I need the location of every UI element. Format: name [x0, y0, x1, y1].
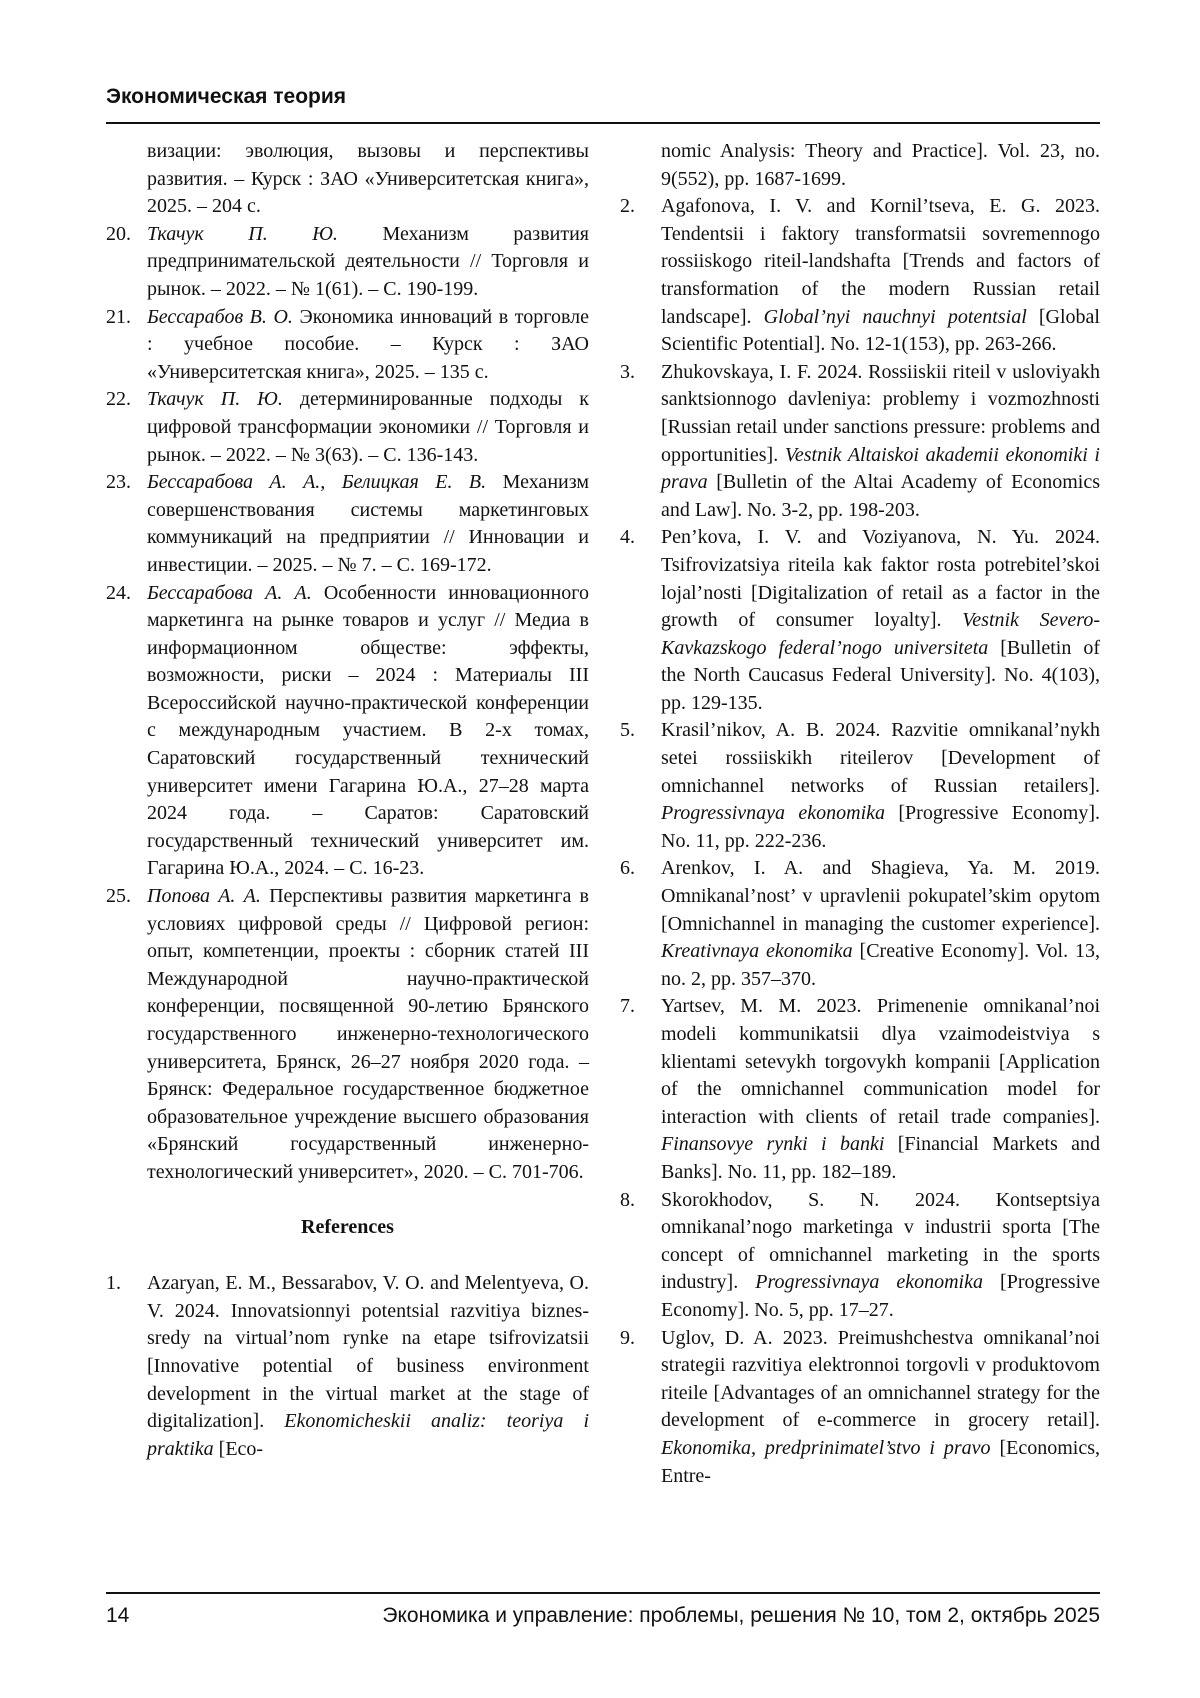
- reference-item: [620, 1325, 1100, 1491]
- reference-item: [620, 524, 1100, 717]
- reference-item: [620, 193, 1100, 359]
- reference-text: Skorokhodov, S. N. 2024. Kontseptsiya omnikanal’nogo marketinga v industrii sporta [The concept of omnichannel marketing in the sports industry].: [661, 1188, 1100, 1294]
- reference-italic-text: Finansovye rynki i banki: [661, 1133, 885, 1156]
- reference-item: [620, 1187, 1100, 1325]
- reference-number: 20.: [106, 222, 131, 245]
- reference-number: 4.: [620, 526, 635, 549]
- reference-text: Механизм развития предпринимательской деятельности // Торговля и рынок. – 2022. – № 1(61). – С. 190-199.: [147, 222, 589, 300]
- reference-number: 24.: [106, 581, 131, 604]
- reference-continuation: [106, 138, 589, 221]
- reference-italic-text: Бессарабов В. О.: [147, 305, 293, 328]
- reference-item: [620, 993, 1100, 1186]
- reference-text: [Bulletin of the Altai Academy of Economics and Law]. No. 3-2, pp. 198-203.: [661, 471, 1100, 521]
- reference-item: [106, 386, 589, 469]
- journal-title: Экономика и управление: проблемы, решения № 10, том 2, октябрь 2025: [382, 1604, 1100, 1627]
- reference-text: Экономика инноваций в торговле : учебное пособие. – Курск : ЗАО «Университетская книга», 2025. – 135 с.: [147, 305, 589, 383]
- reference-continuation: [620, 138, 1100, 193]
- page-header: [106, 82, 1100, 124]
- page-number: 14: [106, 1604, 130, 1627]
- reference-number: 5.: [620, 719, 635, 742]
- reference-item: [620, 855, 1100, 993]
- reference-italic-text: Бессарабова А. А., Белицкая Е. В.: [147, 471, 487, 494]
- reference-text: [Bulletin of the North Caucasus Federal University]. No. 4(103), pp. 129-135.: [661, 636, 1100, 714]
- reference-text: [Creative Economy]. Vol. 13, no. 2, pp. 357–370.: [661, 940, 1100, 990]
- reference-number: 23.: [106, 471, 131, 494]
- reference-text: Перспективы развития маркетинга в условиях цифровой среды // Цифровой регион: опыт, компетенции, проекты : сборник статей III Международной научно-практической конференции, посвященной 90-летию Брянского государственного инженерно-технологического университета, Брянск, 26–27 ноября 2020 года. – Брянск: Федеральное государственное бюджетное образовательное учреждение высшего образования «Брянский государственный инженерно-технологический университет», 2020. – С. 701-706.: [147, 885, 589, 1183]
- reference-italic-text: Ткачук П. Ю.: [147, 388, 283, 411]
- reference-italic-text: Kreativnaya ekonomika: [661, 940, 853, 963]
- reference-text: nomic Analysis: Theory and Practice]. Vol. 23, no. 9(552), pp. 1687-1699.: [661, 140, 1100, 190]
- reference-text: детерминированные подходы к цифровой трансформации экономики // Торговля и рынок. – 2022. – № 3(63). – С. 136-143.: [147, 388, 589, 466]
- reference-number: 22.: [106, 388, 131, 411]
- reference-text: Agafonova, I. V. and Kornil’tseva, E. G. 2023. Tendentsii i faktory transformatsii sovremennogo rossiiskogo riteil-landshafta [Trends and factors of transformation of the modern Russian retail landscape].: [661, 195, 1100, 328]
- reference-text: [Progressive Economy]. No. 5, pp. 17–27.: [661, 1271, 1101, 1321]
- right-references-en: [620, 193, 1100, 1490]
- left-continuation: [106, 138, 589, 221]
- reference-italic-text: Ekonomicheskii analiz: teoriya i praktika: [147, 1410, 589, 1460]
- reference-text: визации: эволюция, вызовы и перспективы развития. – Курск : ЗАО «Университетская книга», 2025. – 204 с.: [147, 140, 589, 218]
- reference-italic-text: Vestnik Severo-Kavkazskogo federal’nogo universiteta: [661, 609, 1101, 659]
- section-title: Экономическая теория: [106, 85, 347, 108]
- left-column: [106, 138, 589, 1463]
- reference-italic-text: Vestnik Altaiskoi akademii ekonomiki i prava: [661, 443, 1100, 494]
- reference-item: [106, 304, 589, 387]
- reference-item: [106, 1270, 589, 1463]
- reference-item: [620, 359, 1100, 525]
- left-references-en: [106, 1270, 589, 1463]
- reference-number: 25.: [106, 885, 131, 908]
- reference-item: [106, 469, 589, 579]
- reference-italic-text: Progressivnaya ekonomika: [755, 1271, 983, 1294]
- reference-item: [106, 883, 589, 1187]
- reference-italic-text: Ткачук П. Ю.: [147, 222, 338, 245]
- reference-text: Azaryan, E. M., Bessarabov, V. O. and Melentyeva, O. V. 2024. Innovatsionnyi potentsial razvitiya biznes-sredy na virtual’nom rynke na etape tsifrovizatsii [Innovative potential of business environment development in the virtual market at the stage of digitalization].: [147, 1272, 589, 1433]
- reference-number: 6.: [620, 857, 635, 880]
- reference-number: 8.: [620, 1188, 635, 1211]
- reference-italic-text: Progressivnaya ekonomika: [661, 802, 886, 825]
- reference-number: 2.: [620, 195, 635, 218]
- references-heading: References: [301, 1215, 394, 1238]
- reference-italic-text: Попова А. А.: [147, 885, 261, 908]
- reference-text: Uglov, D. A. 2023. Preimushchestva omnikanal’noi strategii razvitiya elektronnoi torgovli v produktovom riteile [Advantages of an omnichannel strategy for the development of e-commerce in grocery retail].: [661, 1326, 1100, 1432]
- reference-text: Arenkov, I. A. and Shagieva, Ya. M. 2019. Omnikanal’nost’ v upravlenii pokupatel’skim opytom [Omnichannel in managing the customer experience].: [661, 857, 1100, 935]
- reference-text: [Global Scientific Potential]. No. 12-1(153), pp. 263-266.: [661, 305, 1100, 356]
- reference-item: [620, 717, 1100, 855]
- right-column: [620, 138, 1100, 1490]
- reference-text: Особенности инновационного маркетинга на рынке товаров и услуг // Медиа в информационном обществе: эффекты, возможности, риски – 2024 : Материалы III Всероссийской научно-практической конференции с международным участием. В 2-х томах, Саратовский государственный технический университет имени Гагарина Ю.А., 27–28 марта 2024 года. – Саратов: Саратовский государственный технический университет им. Гагарина Ю.А., 2024. – С. 16-23.: [147, 581, 589, 880]
- reference-number: 1.: [106, 1272, 121, 1295]
- reference-text: [Economics, Entre-: [661, 1436, 1101, 1487]
- reference-italic-text: Ekonomika, predprinimatel’stvo i pravo: [661, 1436, 991, 1459]
- reference-text: [Progressive Economy]. No. 11, pp. 222-236.: [661, 802, 1100, 852]
- reference-text: Pen’kova, I. V. and Voziyanova, N. Yu. 2024. Tsifrovizatsiya riteila kak faktor rosta potrebitel’skoi lojal’nosti [Digitalization of retail as a factor in the growth of consumer loyalty].: [661, 526, 1100, 632]
- reference-text: [Eco-: [213, 1437, 264, 1460]
- reference-italic-text: Бессарабова А. А.: [147, 581, 312, 604]
- reference-italic-text: Global’nyi nauchnyi potentsial: [763, 305, 1027, 328]
- right-continuation: [620, 138, 1100, 193]
- reference-item: [106, 221, 589, 304]
- reference-text: [Financial Markets and Banks]. No. 11, pp. 182–189.: [661, 1133, 1100, 1183]
- left-references-ru: [106, 221, 589, 1187]
- reference-text: Механизм совершенствования системы маркетинговых коммуникаций на предприятии // Инновации и инвестиции. – 2025. – № 7. – С. 169-172.: [147, 471, 589, 576]
- reference-number: 9.: [620, 1326, 635, 1349]
- page-footer: [106, 1592, 1100, 1627]
- reference-text: Zhukovskaya, I. F. 2024. Rossiiskii riteil v usloviyakh sanktsionnogo davleniya: problemy i vozmozhnosti [Russian retail under sanctions pressure: problems and opportunities].: [661, 360, 1100, 466]
- reference-item: [106, 580, 589, 884]
- reference-text: Yartsev, M. M. 2023. Primenenie omnikanal’noi modeli kommunikatsii dlya vzaimodeistviya s klientami setevykh torgovykh kompanii [Application of the omnichannel communication model for interaction with clients of retail trade companies].: [661, 995, 1100, 1128]
- reference-number: 3.: [620, 360, 635, 383]
- reference-text: Krasil’nikov, A. B. 2024. Razvitie omnikanal’nykh setei rossiiskikh riteilerov [Development of omnichannel networks of Russian retailers].: [661, 719, 1100, 797]
- reference-number: 21.: [106, 305, 131, 328]
- reference-number: 7.: [620, 995, 635, 1018]
